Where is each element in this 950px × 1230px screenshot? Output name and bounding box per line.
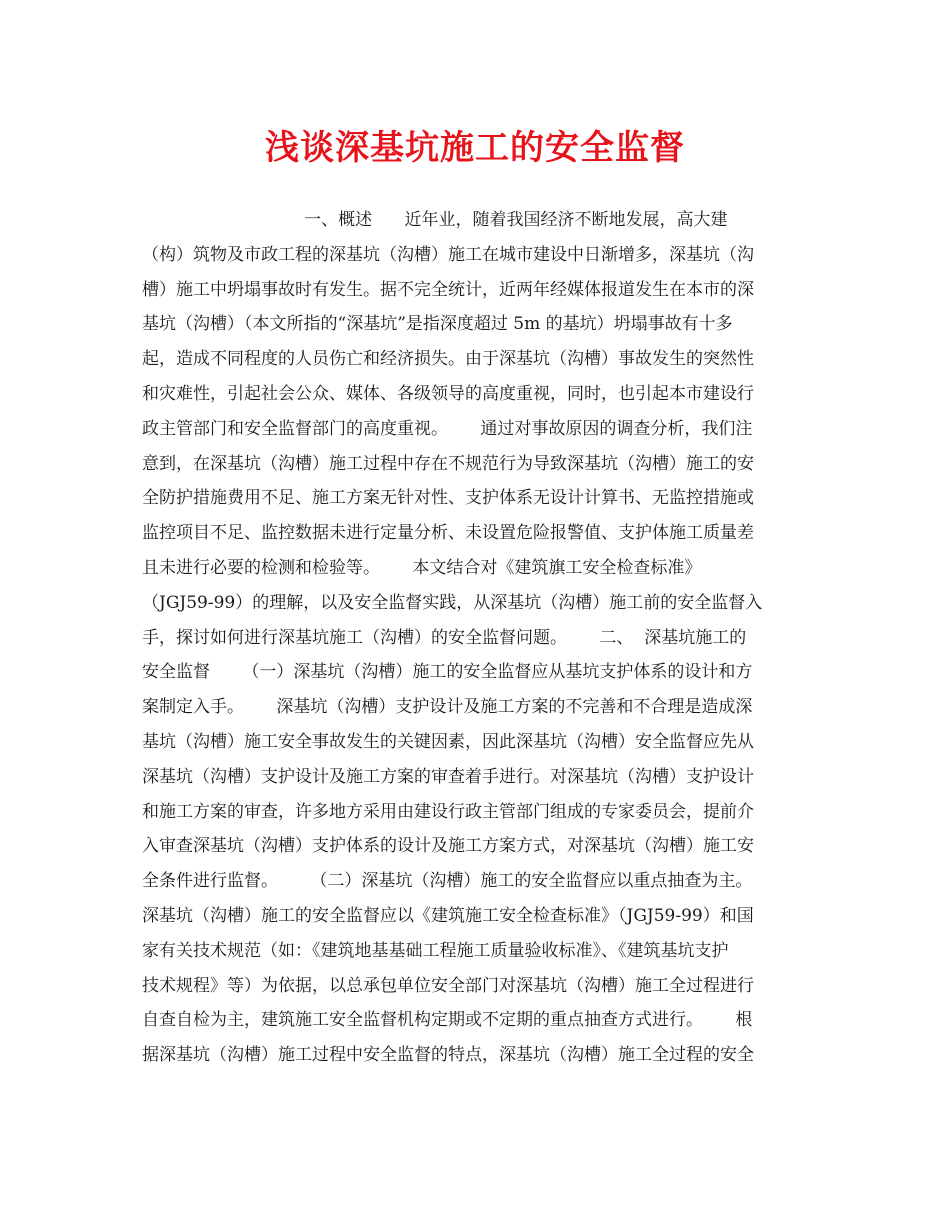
body-line: 家有关技术规范（如：《建筑地基基础工程施工质量验收标准》、《建筑基坑支护 xyxy=(142,940,729,961)
body-line: 且未进行必要的检测和检验等。 本文结合对《建筑旗工安全检查标准》 xyxy=(142,557,702,578)
body-line: 全条件进行监督。 （二）深基坑（沟槽）施工的安全监督应以重点抽查为主。 xyxy=(142,871,753,892)
body-line: 据深基坑（沟槽）施工过程中安全监督的特点，深基坑（沟槽）施工全过程的安全 xyxy=(142,1045,754,1066)
body-line: 基坑（沟槽）（本文所指的“深基坑”是指深度超过 5m 的基坑）坍塌事故有十多 xyxy=(142,314,733,335)
body-line: 监控项目不足、监控数据未进行定量分析、未设置危险报警值、支护体施工质量差 xyxy=(142,523,754,544)
body-line: 案制定入手。 深基坑（沟槽）支护设计及施工方案的不完善和不合理是造成深 xyxy=(142,697,753,718)
body-line: 意到，在深基坑（沟槽）施工过程中存在不规范行为导致深基坑（沟槽）施工的安 xyxy=(142,453,754,474)
body-line: 深基坑（沟槽）支护设计及施工方案的审查着手进行。对深基坑（沟槽）支护设计 xyxy=(142,766,754,787)
body-line: 槽）施工中坍塌事故时有发生。据不完全统计，近两年经媒体报道发生在本市的深 xyxy=(142,279,754,300)
body-line: 全防护措施费用不足、施工方案无针对性、支护体系无设计计算书、无监控措施或 xyxy=(142,488,754,509)
body-line: 深基坑（沟槽）施工的安全监督应以《建筑施工安全检查标准》（JGJ59-99）和国 xyxy=(142,905,754,926)
body-line: （构）筑物及市政工程的深基坑（沟槽）施工在城市建设中日渐增多，深基坑（沟 xyxy=(142,244,754,265)
body-line: 和施工方案的审查，许多地方采用由建设行政主管部门组成的专家委员会，提前介 xyxy=(142,801,754,822)
body-line: 自查自检为主，建筑施工安全监督机构定期或不定期的重点抽查方式进行。 根 xyxy=(142,1010,753,1031)
body-line: 一、概述 近年业，随着我国经济不断地发展，高大建 xyxy=(142,210,728,230)
body-line: 起，造成不同程度的人员伤亡和经济损失。由于深基坑（沟槽）事故发生的突然性 xyxy=(142,349,754,370)
body-line: 安全监督 （一）深基坑（沟槽）施工的安全监督应从基坑支护体系的设计和方 xyxy=(142,662,753,683)
document-body xyxy=(142,203,822,1073)
body-line: 入审查深基坑（沟槽）支护体系的设计及施工方案方式，对深基坑（沟槽）施工安 xyxy=(142,836,754,857)
body-line: 基坑（沟槽）施工安全事故发生的关键因素，因此深基坑（沟槽）安全监督应先从 xyxy=(142,731,754,752)
body-line: 政主管部门和安全监督部门的高度重视。 通过对事故原因的调查分析，我们注 xyxy=(142,418,753,439)
body-line: 和灾难性，引起社会公众、媒体、各级领导的高度重视，同时，也引起本市建设行 xyxy=(142,383,754,404)
body-line: （JGJ59-99）的理解，以及安全监督实践，从深基坑（沟槽）施工前的安全监督入 xyxy=(142,592,763,613)
body-line: 手，探讨如何进行深基坑施工（沟槽）的安全监督问题。 二、 深基坑施工的 xyxy=(142,627,747,648)
document-title: 浅谈深基坑施工的安全监督 xyxy=(265,128,685,168)
body-line: 技术规程》等）为依据，以总承包单位安全部门对深基坑（沟槽）施工全过程进行 xyxy=(142,975,754,996)
